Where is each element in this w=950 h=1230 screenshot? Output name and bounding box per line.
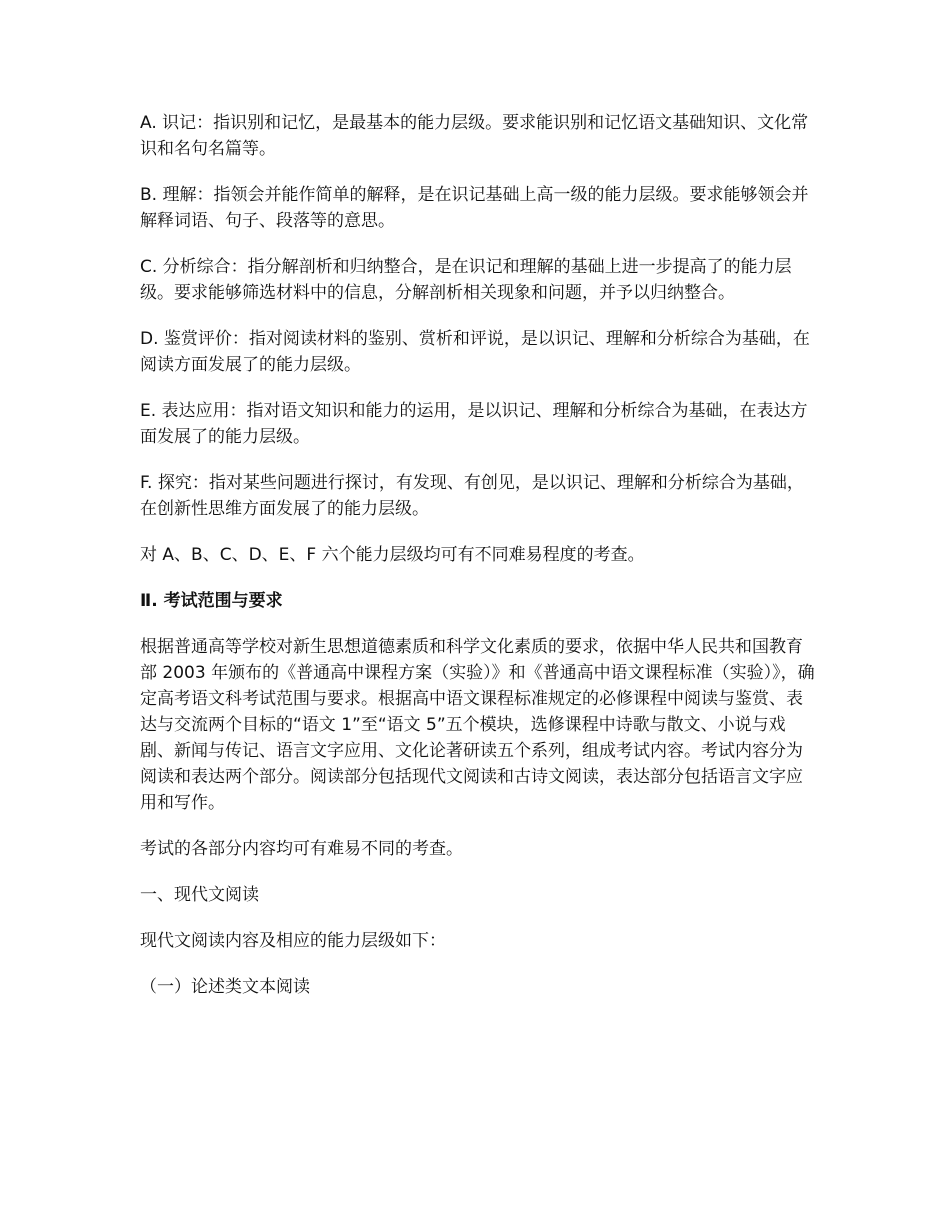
ability-level-d: D. 鉴赏评价：指对阅读材料的鉴别、赏析和评说，是以识记、理解和分析综合为基础，在阅读方面发展了的能力层级。 (140, 329, 810, 375)
subsection-modern-reading: 一、现代文阅读 (140, 885, 259, 905)
ability-level-f: F. 探究：指对某些问题进行探讨，有发现、有创见，是以识记、理解和分析综合为基础，在创新性思维方面发展了的能力层级。 (140, 473, 804, 519)
document-body (140, 110, 815, 1020)
ability-level-a: A. 识记：指识别和记忆，是最基本的能力层级。要求能识别和记忆语文基础知识、文化常识和名句名篇等。 (140, 113, 809, 159)
subsection-argumentative-reading: （一）论述类文本阅读 (140, 977, 310, 997)
section-heading: Ⅱ. 考试范围与要求 (140, 591, 283, 611)
modern-reading-intro: 现代文阅读内容及相应的能力层级如下： (140, 931, 446, 951)
ability-level-b: B. 理解：指领会并能作简单的解释，是在识记基础上高一级的能力层级。要求能够领会并解释词语、句子、段落等的意思。 (140, 185, 809, 231)
exam-difficulty-note: 考试的各部分内容均可有难易不同的考查。 (140, 839, 463, 859)
exam-scope-paragraph: 根据普通高等学校对新生思想道德素质和科学文化素质的要求，依据中华人民共和国教育部 2003 年颁布的《普通高中课程方案（实验）》和《普通高中语文课程标准（实验）》，确定高考语文科考试范围与要求。根据高中语文课程标准规定的必修课程中阅读与鉴赏、表达与交流两个目标的“语文 1”至“语文 5”五个模块，选修课程中诗歌与散文、小说与戏剧、新闻与传记、语言文字应用、文化论著研读五个系列，组成考试内容。考试内容分为阅读和表达两个部分。阅读部分包括现代文阅读和古诗文阅读，表达部分包括语言文字应用和写作。 (140, 637, 815, 813)
ability-level-c: C. 分析综合：指分解剖析和归纳整合，是在识记和理解的基础上进一步提高了的能力层级。要求能够筛选材料中的信息，分解剖析相关现象和问题，并予以归纳整合。 (140, 257, 792, 303)
ability-level-e: E. 表达应用：指对语文知识和能力的运用，是以识记、理解和分析综合为基础，在表达方面发展了的能力层级。 (140, 401, 808, 447)
ability-level-summary: 对 A、B、C、D、E、F 六个能力层级均可有不同难易程度的考查。 (140, 545, 645, 565)
